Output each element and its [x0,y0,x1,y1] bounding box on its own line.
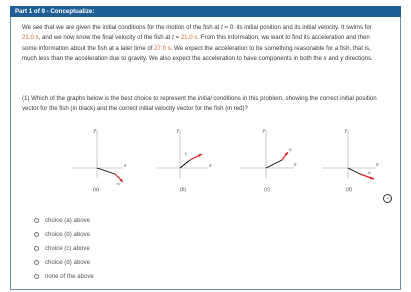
intro-text: , and we now know the final velocity of the fish at [38,34,173,42]
x-axis-label: x [294,162,297,168]
option-label: choice (c) above [45,244,90,252]
option-none[interactable] [34,270,94,284]
highlight-time: 21.0 s [180,34,198,42]
intro-text: . From this information, we want to find its acceleration and then some information about the fish at a later time of [22,34,370,52]
question-emphasis: initial [197,95,212,102]
intro-text: We see that we are given the initial conditions for the motion of the fish at [22,24,222,31]
option-b[interactable] [34,227,94,241]
radio-button[interactable] [34,274,39,279]
radio-button[interactable] [34,246,39,251]
graph-label: (a) [92,187,100,193]
y-axis-label: y [93,128,96,134]
part-header [10,6,401,17]
intro-text: = 0: its initial position and its initial velocity. It swims for [222,24,372,31]
x-axis-label: x [376,162,379,168]
intro-text: directions. [343,54,373,62]
graph-label: (b) [179,187,187,193]
radio-button[interactable] [34,260,39,265]
intro-paragraph [22,23,382,64]
expand-toggle-icon[interactable]: − [383,194,392,203]
y-axis-label: y [262,128,265,134]
radio-button[interactable] [34,232,39,237]
x-axis-label: x [124,163,127,169]
radio-button[interactable] [34,218,39,223]
option-c[interactable] [34,241,94,255]
graph-d [318,124,380,196]
x-axis-label: x [209,163,212,169]
question-part: (1) Which of the graphs below is the best choice to represent the [22,95,198,102]
intro-var-x: x [323,54,327,62]
vector-label: rᵢ [185,151,188,156]
option-label: choice (a) above [45,216,91,224]
vector-label: vᵢ [117,181,120,186]
intro-var-y: y [340,54,344,62]
graph-a [65,124,127,196]
y-axis-label: y [344,128,347,134]
position-vector [348,168,360,174]
option-label: choice (b) above [45,230,91,238]
intro-text: . We expect the acceleration to be something reasonable for a fish, that is, much less than the acceleration due to gravity. We also expect the acceleration to have components in both the [22,44,371,62]
position-vector [180,160,190,168]
intro-text: = [173,34,181,42]
intro-var-t: t [221,24,223,31]
part-title: Part 1 of 9 - Conceptualize: [15,8,95,15]
highlight-time: 27.0 s [154,44,171,52]
intro-text: and [326,54,341,62]
graph-label: (c) [264,187,270,193]
option-d[interactable] [34,256,94,270]
velocity-arrowhead [198,154,202,157]
highlight-time: 21.0 s [22,34,39,42]
vector-label: vᵢ [368,170,371,175]
graph-b [152,124,214,196]
option-a[interactable] [34,213,94,227]
vector-label: vᵢ [289,147,292,152]
question-part: conditions in this problem, showing the correct initial position vector for the fish (in black) and the correct initial velocity vector for the fish (in red)? [22,95,377,113]
graph-c [236,124,298,196]
option-label: none of the above [45,273,94,281]
option-label: choice (d) above [45,259,91,267]
answer-options [34,213,94,284]
position-vector [266,160,282,168]
position-vector [97,168,115,174]
question-text [22,94,384,115]
graph-label: (d) [345,187,353,193]
intro-var-t: t [172,34,174,42]
y-axis-label: y [176,128,179,134]
velocity-arrowhead [370,177,374,180]
